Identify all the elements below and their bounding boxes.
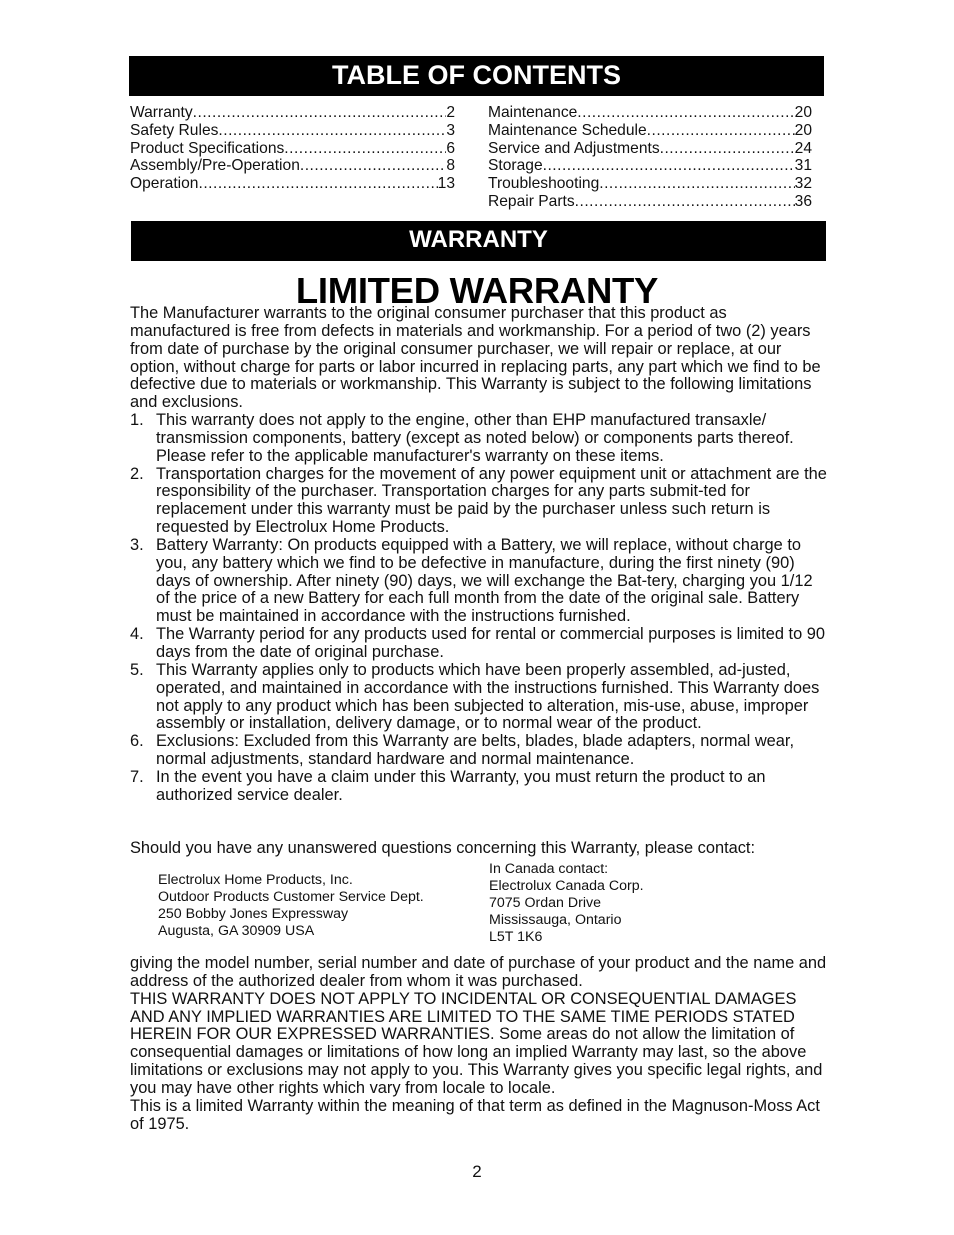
list-item-text: The Warranty period for any products used for rental or commercial purposes is limited to 90 days from the date of original purchase. xyxy=(156,625,825,661)
list-item xyxy=(130,733,830,769)
list-item-text: This Warranty applies only to products which have been properly assembled, ad-justed, operated, and maintained in accordance with the instructions furnished. This Warranty does not apply to any product which has been subjected to alteration, mis-use, abuse, improper assembly or installation, delivery damage, or to normal wear of the product. xyxy=(156,660,820,733)
toc-entry-page: 20 xyxy=(794,104,812,121)
toc-left-column xyxy=(130,104,455,193)
toc-leader-dots xyxy=(575,193,795,211)
toc-entry-page: 8 xyxy=(446,157,455,175)
list-item-text: In the event you have a claim under this Warranty, you must return the product to an authorized service dealer. xyxy=(156,767,766,804)
toc-heading: TABLE OF CONTENTS xyxy=(129,56,824,96)
toc-entry-page: 31 xyxy=(794,157,812,175)
toc-entry-label: Service and Adjustments xyxy=(488,139,660,157)
toc-entry-page: 24 xyxy=(794,139,812,157)
contact-question: Should you have any unanswered questions concerning this Warranty, please contact: xyxy=(130,839,756,857)
toc-entry-label: Safety Rules xyxy=(130,121,219,139)
toc-entry xyxy=(130,175,455,193)
list-item-number: 5. xyxy=(130,660,144,679)
canada-contact-address xyxy=(489,861,789,946)
warranty-heading: WARRANTY xyxy=(131,221,826,261)
address-line: 250 Bobby Jones Expressway xyxy=(158,906,349,922)
closing-paragraph: THIS WARRANTY DOES NOT APPLY TO INCIDENTAL OR CONSEQUENTIAL DAMAGES AND ANY IMPLIED WARRANTIES ARE LIMITED TO THE SAME TIME PERIODS STATED HEREIN FOR OUR EXPRESSED WARRANTIES. Some areas do not allow the limitation of consequential damages or limitations of how long an implied Warranty may last, so the above limitations or exclusions may not apply to you. This Warranty gives you specific legal rights, and you may have other rights which vary from locale to locale. xyxy=(130,989,823,1097)
toc-entry-page: 3 xyxy=(446,121,455,139)
list-item xyxy=(130,626,830,662)
address-line: Mississauga, Ontario xyxy=(489,912,622,928)
list-item-number: 3. xyxy=(130,535,144,554)
toc-entry xyxy=(488,122,812,140)
address-line: Augusta, GA 30909 USA xyxy=(158,923,315,939)
toc-entry-label: Operation xyxy=(130,175,199,193)
toc-leader-dots xyxy=(300,157,446,175)
list-item xyxy=(130,662,830,733)
closing-paragraph: This is a limited Warranty within the meaning of that term as defined in the Magnuson-Moss Act of 1975. xyxy=(130,1096,820,1133)
list-item-number: 4. xyxy=(130,625,144,644)
toc-leader-dots xyxy=(284,140,446,158)
toc-entry-label: Repair Parts xyxy=(488,192,575,210)
warranty-closing xyxy=(130,955,830,1133)
toc-entry-page: 2 xyxy=(446,104,455,121)
toc-entry xyxy=(130,140,455,158)
closing-paragraph: giving the model number, serial number and date of purchase of your product and the name and address of the authorized dealer from whom it was purchased. xyxy=(130,954,827,990)
toc-leader-dots xyxy=(647,122,795,140)
toc-leader-dots xyxy=(660,140,795,158)
toc-right-column xyxy=(488,104,812,211)
toc-entry xyxy=(130,157,455,175)
toc-leader-dots xyxy=(543,157,795,175)
toc-entry-label: Warranty xyxy=(130,104,193,121)
address-line: Outdoor Products Customer Service Dept. xyxy=(158,889,424,905)
list-item-text: This warranty does not apply to the engine, other than EHP manufactured transaxle/ transmission components, battery (except as noted below) or components parts thereof. Please refer to the applicable manufacturer's warranty on these items. xyxy=(156,411,794,465)
list-item-number: 1. xyxy=(130,411,144,429)
toc-entry-page: 36 xyxy=(794,192,812,210)
toc-leader-dots xyxy=(599,175,794,193)
address-line: Electrolux Canada Corp. xyxy=(489,878,644,894)
toc-entry-page: 20 xyxy=(794,121,812,139)
list-item-text: Battery Warranty: On products equipped with a Battery, we will replace, without charge to you, any battery which we find to be defective in manufacture, during the first ninety (90) days of ownership. After ninety (90) days, we will exchange the Bat-tery, charging you 1/12 of the price of a new Battery for each full month from the date of the original sale. Battery must be maintained in accordance with the instructions furnished. xyxy=(156,535,813,626)
toc-leader-dots xyxy=(198,175,437,193)
list-item xyxy=(130,537,830,626)
toc-entry xyxy=(488,104,812,122)
limited-warranty-title: LIMITED WARRANTY xyxy=(295,270,659,311)
page-number: 2 xyxy=(472,1162,482,1181)
toc-entry-label: Assembly/Pre-Operation xyxy=(130,157,300,175)
list-item-text: Exclusions: Excluded from this Warranty are belts, blades, blade adapters, normal wear, normal adjustments, standard hardware and normal maintenance. xyxy=(156,732,795,769)
toc-entry xyxy=(488,175,812,193)
list-item-number: 2. xyxy=(130,464,144,483)
toc-entry-page: 13 xyxy=(437,175,455,193)
toc-entry-page: 32 xyxy=(794,175,812,193)
warranty-intro: The Manufacturer warrants to the original consumer purchaser that this product as manufactured is free from defects in materials and workmanship. For a period of two (2) years from date of purchase by the original consumer purchaser, we will repair or replace, at our option, without charge for parts or labor incurred in replacing parts, any part which we find to be defective due to materials or workmanship. This Warranty is subject to the following limitations and exclusions. xyxy=(130,304,821,412)
list-item xyxy=(130,412,830,466)
toc-leader-dots xyxy=(193,104,447,122)
toc-leader-dots xyxy=(218,122,446,140)
list-item xyxy=(130,466,830,537)
list-item xyxy=(130,769,830,805)
address-line: 7075 Ordan Drive xyxy=(489,895,601,911)
list-item-number: 6. xyxy=(130,732,144,751)
list-item-text: Transportation charges for the movement of any power equipment unit or attachment are the responsibility of the purchaser. Transportation charges for any parts submit-ted for replacement under this warranty must be paid by the purchaser unless such return is requested by Electrolux Home Products. xyxy=(156,464,827,537)
address-line: Electrolux Home Products, Inc. xyxy=(158,872,353,888)
toc-leader-dots xyxy=(577,104,794,122)
us-contact-address xyxy=(158,872,478,940)
toc-entry-label: Troubleshooting xyxy=(488,175,600,193)
toc-entry-label: Storage xyxy=(488,157,543,175)
toc-entry xyxy=(130,104,455,122)
toc-entry xyxy=(488,193,812,211)
warranty-conditions-list xyxy=(130,412,830,805)
toc-entry-label: Product Specifications xyxy=(130,139,285,157)
toc-entry-label: Maintenance xyxy=(488,104,578,121)
toc-entry xyxy=(130,122,455,140)
toc-entry-page: 6 xyxy=(446,139,455,157)
address-line: In Canada contact: xyxy=(489,861,609,877)
address-line: L5T 1K6 xyxy=(489,929,543,945)
toc-entry-label: Maintenance Schedule xyxy=(488,121,647,139)
list-item-number: 7. xyxy=(130,767,144,786)
toc-entry xyxy=(488,157,812,175)
toc-entry xyxy=(488,140,812,158)
